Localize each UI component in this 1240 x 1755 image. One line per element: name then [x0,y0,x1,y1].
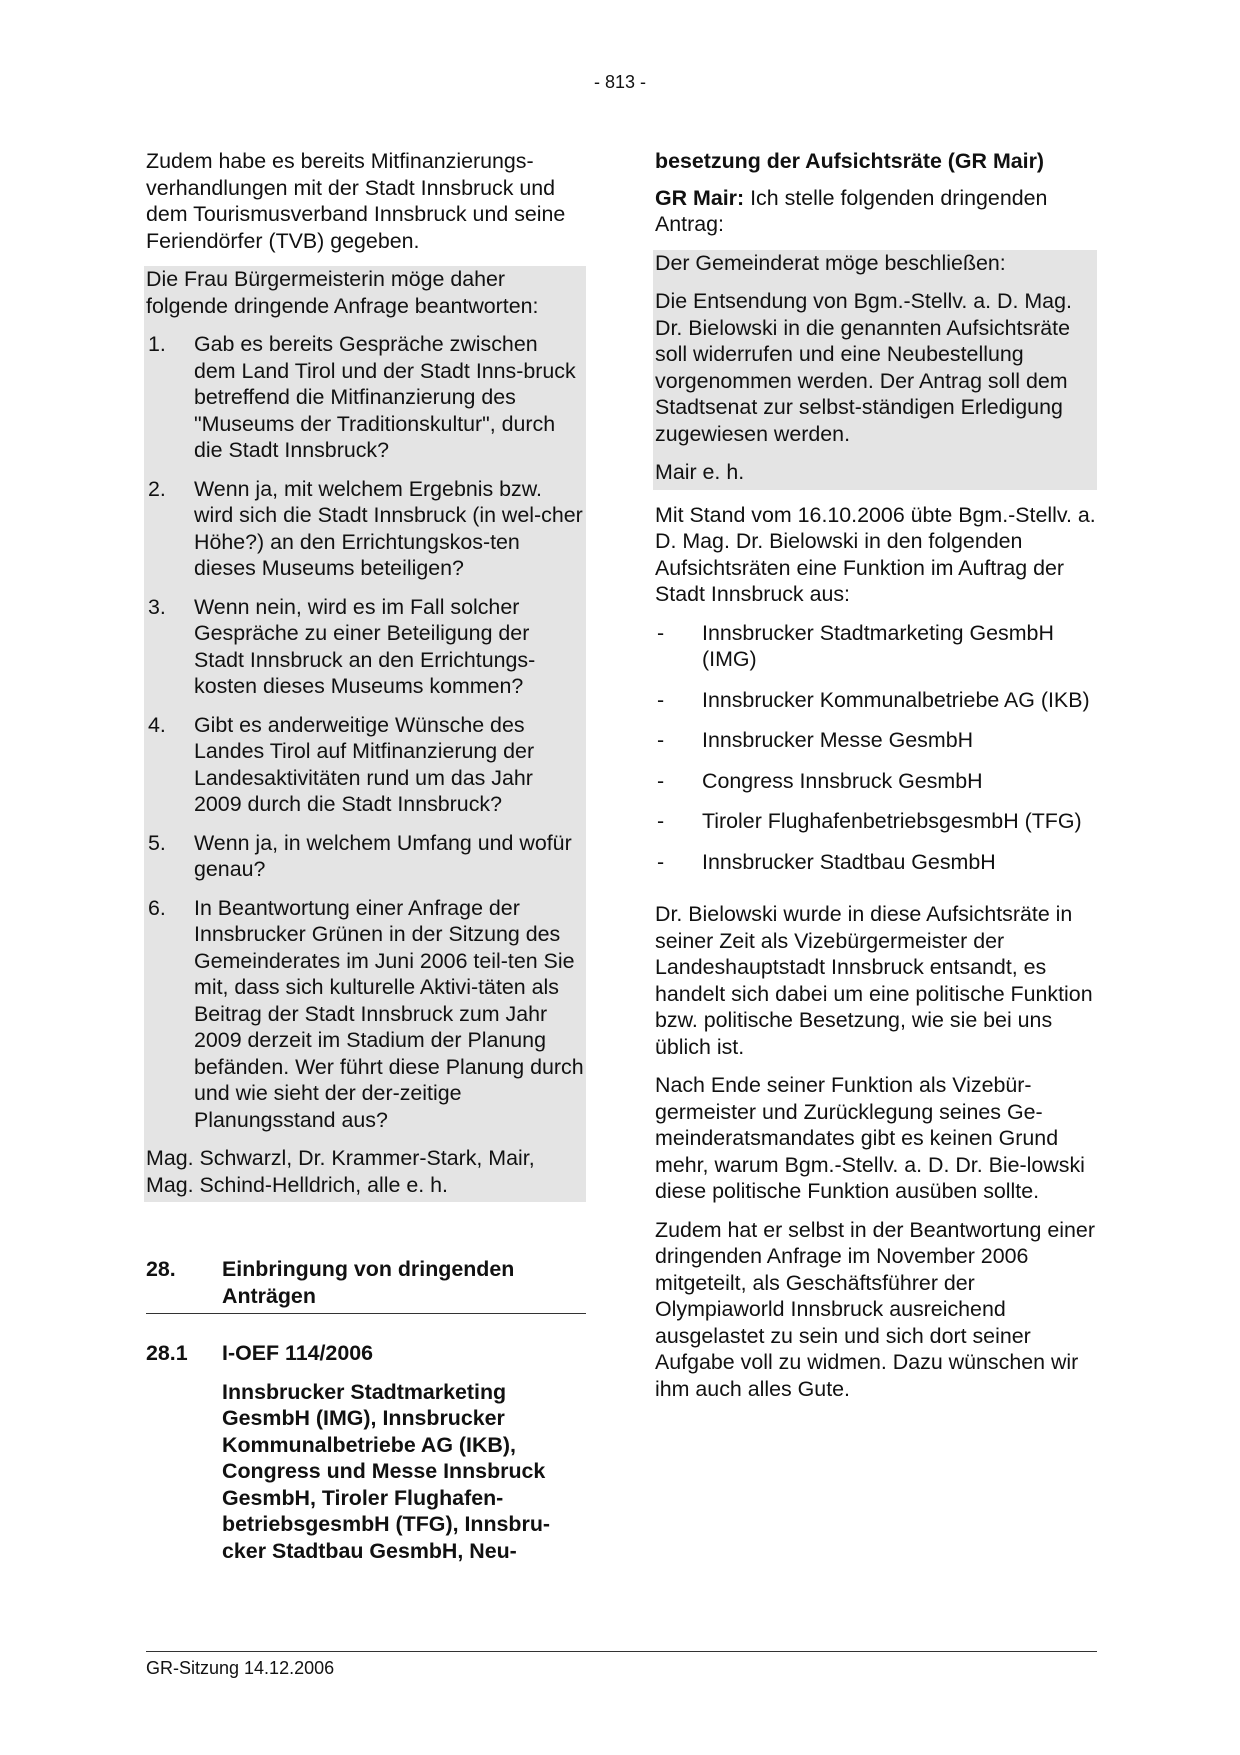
body-paragraph-1: Dr. Bielowski wurde in diese Aufsichtsräte in seiner Zeit als Vizebürgermeister der Landeshauptstadt Innsbruck entsandt, es handelt sich dabei um eine politische Funktion bzw. politische Besetzung, wie sie bei uns üblich ist. [655,902,1093,1059]
section-number: 28. [146,1257,176,1281]
list-item: - Innsbrucker Stadtmarketing GesmbH (IMG) [657,620,1054,671]
right-column [655,148,1097,1414]
question-item: 3. Wenn nein, wird es im Fall solcher Gespräche zu einer Beteiligung der Stadt Innsbruck an den Errichtungs-kosten dieses Museums kommen? [148,594,536,698]
motion-intro: Der Gemeinderat möge beschließen: [655,250,1006,275]
motion-body: Die Entsendung von Bgm.-Stellv. a. D. Mag. Dr. Bielowski in die genannten Aufsichtsräte soll widerrufen und eine Neubestellung vorgenommen werden. Der Antrag soll dem Stadtsenat zur selbst-ständigen Erledigung zugewiesen werden. [655,289,1072,446]
subsection-id: I-OEF 114/2006 [222,1341,374,1365]
section-heading [146,1256,586,1314]
question-item: 4. Gibt es anderweitige Wünsche des Landes Tirol auf Mitfinanzierung der Landesaktivitäten rund um das Jahr 2009 durch die Stadt Innsbruck? [148,712,535,816]
body-paragraph-3: Zudem hat er selbst in der Beantwortung einer dringenden Anfrage im November 2006 mitgeteilt, als Geschäftsführer der Olympiaworld Innsbruck ausreichend ausgelastet zu sein und sich dort seiner Aufgabe voll zu widmen. Dazu wünschen wir ihm auch alles Gute. [655,1217,1095,1401]
page-number: - 813 - [593,72,647,92]
list-item: - Innsbrucker Stadtbau GesmbH [657,849,996,874]
subsection-number: 28.1 [146,1341,188,1365]
question-item: 2. Wenn ja, mit welchem Ergebnis bzw. wird sich die Stadt Innsbruck (in wel-cher Höhe?) an den Errichtungskos-ten dieses Museums beteiligen? [148,476,583,580]
company-list [655,620,1097,890]
speaker-text: Ich stelle folgenden dringenden Antrag: [655,185,1048,236]
left-column [146,148,586,1574]
question-list [146,331,584,1145]
section-title: Einbringung von dringenden Anträgen [222,1257,515,1308]
question-item: 5. Wenn ja, in welchem Umfang und wofür genau? [148,830,572,881]
motion-block [653,250,1097,490]
status-paragraph: Mit Stand vom 16.10.2006 übte Bgm.-Stellv. a. D. Mag. Dr. Bielowski in den folgenden Aufsichtsräten eine Funktion im Auftrag der Stadt Innsbruck aus: [655,502,1096,606]
motion-signature: Mair e. h. [655,460,745,484]
list-item: - Innsbrucker Messe GesmbH [657,728,974,752]
subsection-title-continued: besetzung der Aufsichtsräte (GR Mair) [655,149,1045,173]
signatures: Mag. Schwarzl, Dr. Krammer-Stark, Mair, Mag. Schind-Helldrich, alle e. h. [146,1146,535,1197]
intro-paragraph: Zudem habe es bereits Mitfinanzierungs-verhandlungen mit der Stadt Innsbruck und dem Tourismusverband Innsbruck und seine Feriendörfer (TVB) gegeben. [146,149,566,253]
inquiry-request: Die Frau Bürgermeisterin möge daher folgende dringende Anfrage beantworten: [146,267,539,318]
footer-text: GR-Sitzung 14.12.2006 [146,1658,335,1678]
list-item: - Innsbrucker Kommunalbetriebe AG (IKB) [657,687,1090,712]
speaker-name: GR Mair: [655,185,745,210]
subsection-heading [146,1340,586,1367]
footer-divider [146,1651,1097,1652]
list-item: - Tiroler FlughafenbetriebsgesmbH (TFG) [657,809,1082,833]
subsection-title: Innsbrucker Stadtmarketing GesmbH (IMG), Innsbrucker Kommunalbetriebe AG (IKB), Congress und Messe Innsbruck GesmbH, Tiroler Flughafen-betriebsgesmbH (TFG), Innsbru-cker Stadtbau GesmbH, Neu- [222,1379,551,1563]
question-item: 6. In Beantwortung einer Anfrage der Innsbrucker Grünen in der Sitzung des Gemeinderates im Juni 2006 teil-ten Sie mit, dass sich kulturelle Aktivi-täten als Beitrag der Stadt Innsbruck zum Jahr 2009 derzeit im Stadium der Planung befänden. Wer führt diese Planung durch und wie sieht der der-zeitige Planungsstand aus? [148,895,584,1132]
question-item: 1. Gab es bereits Gespräche zwischen dem Land Tirol und der Stadt Inns-bruck betreffend die Mitfinanzierung des "Museums der Traditionskultur", durch die Stadt Innsbruck? [148,332,576,462]
inquiry-block [144,266,586,1202]
speaker-paragraph [655,185,1097,238]
body-paragraph-2: Nach Ende seiner Funktion als Vizebür-germeister und Zurücklegung seines Ge-meinderatsmandates gibt es keinen Grund mehr, warum Bgm.-Stellv. a. D. Dr. Bie-lowski diese politische Funktion ausüben sollte. [655,1073,1085,1203]
list-item: - Congress Innsbruck GesmbH [657,768,983,793]
